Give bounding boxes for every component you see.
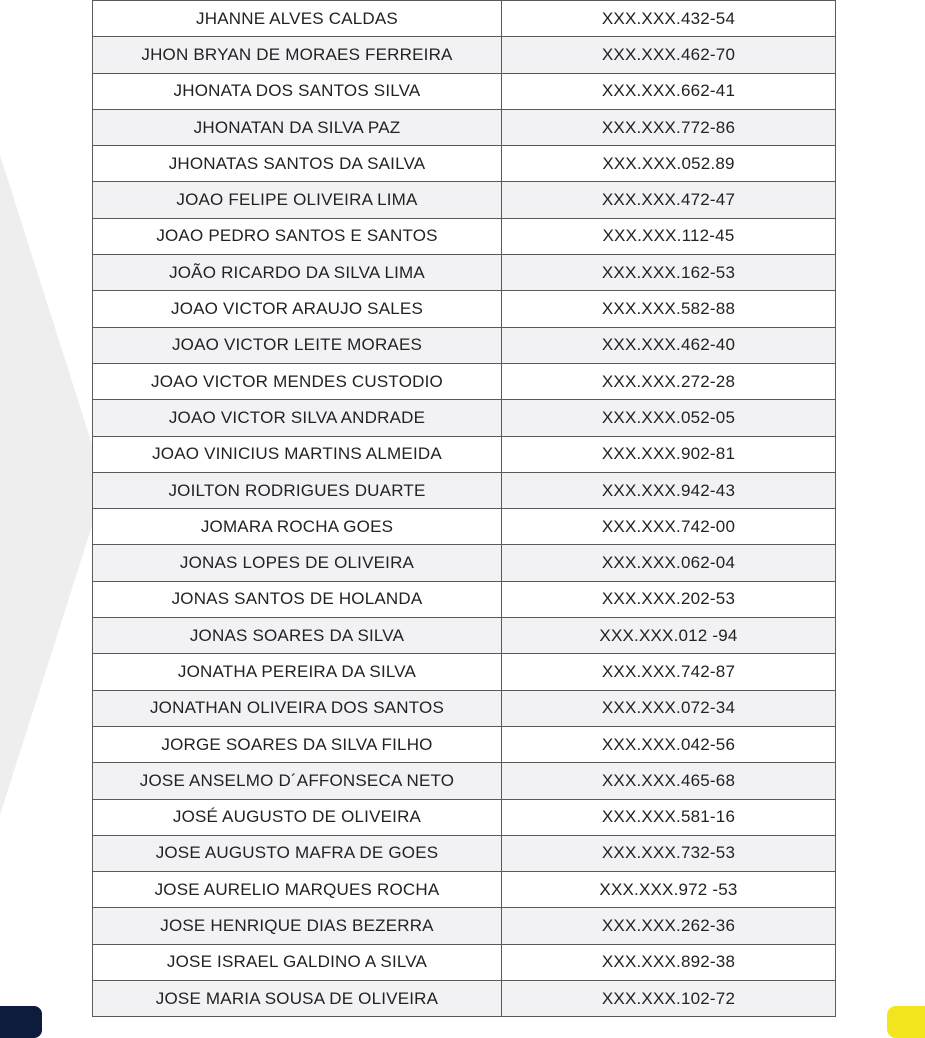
name-list-table	[92, 0, 836, 1017]
table-row	[93, 835, 836, 871]
table-row	[93, 182, 836, 218]
cpf-cell: XXX.XXX.112-45	[502, 218, 836, 254]
name-cell: JHON BRYAN DE MORAES FERREIRA	[93, 37, 502, 73]
table-row	[93, 618, 836, 654]
cpf-cell: XXX.XXX.742-87	[502, 654, 836, 690]
table-row	[93, 218, 836, 254]
table-row	[93, 654, 836, 690]
cpf-cell: XXX.XXX.772-86	[502, 109, 836, 145]
name-cell: JHANNE ALVES CALDAS	[93, 1, 502, 37]
cpf-cell: XXX.XXX.042-56	[502, 726, 836, 762]
cpf-cell: XXX.XXX.662-41	[502, 73, 836, 109]
name-cell: JOÃO RICARDO DA SILVA LIMA	[93, 255, 502, 291]
name-cell: JOSE ANSELMO D´AFFONSECA NETO	[93, 763, 502, 799]
table-row	[93, 255, 836, 291]
table-row	[93, 146, 836, 182]
table-row	[93, 799, 836, 835]
name-cell: JOSE AUGUSTO MAFRA DE GOES	[93, 835, 502, 871]
corner-accent-navy	[0, 1006, 42, 1038]
name-cell: JHONATAN DA SILVA PAZ	[93, 109, 502, 145]
corner-accent-yellow	[887, 1006, 925, 1038]
table-row	[93, 436, 836, 472]
table-row	[93, 944, 836, 980]
table-row	[93, 472, 836, 508]
table-row	[93, 981, 836, 1017]
name-cell: JONAS SOARES DA SILVA	[93, 618, 502, 654]
name-cell: JOSE ISRAEL GALDINO A SILVA	[93, 944, 502, 980]
cpf-cell: XXX.XXX.272-28	[502, 363, 836, 399]
name-cell: JOAO VICTOR MENDES CUSTODIO	[93, 363, 502, 399]
cpf-cell: XXX.XXX.582-88	[502, 291, 836, 327]
cpf-cell: XXX.XXX.202-53	[502, 581, 836, 617]
name-cell: JONATHAN OLIVEIRA DOS SANTOS	[93, 690, 502, 726]
table-row	[93, 509, 836, 545]
name-cell: JORGE SOARES DA SILVA FILHO	[93, 726, 502, 762]
table-row	[93, 763, 836, 799]
name-cell: JOAO PEDRO SANTOS E SANTOS	[93, 218, 502, 254]
name-cell: JOAO FELIPE OLIVEIRA LIMA	[93, 182, 502, 218]
name-cell: JOSE HENRIQUE DIAS BEZERRA	[93, 908, 502, 944]
cpf-cell: XXX.XXX.062-04	[502, 545, 836, 581]
table-row	[93, 73, 836, 109]
table-row	[93, 1, 836, 37]
name-cell: JOSE AURELIO MARQUES ROCHA	[93, 872, 502, 908]
cpf-cell: XXX.XXX.972 -53	[502, 872, 836, 908]
table-row	[93, 581, 836, 617]
cpf-cell: XXX.XXX.472-47	[502, 182, 836, 218]
table-row	[93, 690, 836, 726]
name-cell: JOMARA ROCHA GOES	[93, 509, 502, 545]
cpf-cell: XXX.XXX.465-68	[502, 763, 836, 799]
table-row	[93, 291, 836, 327]
name-cell: JHONATAS SANTOS DA SAILVA	[93, 146, 502, 182]
name-cell: JHONATA DOS SANTOS SILVA	[93, 73, 502, 109]
cpf-cell: XXX.XXX.052-05	[502, 400, 836, 436]
cpf-cell: XXX.XXX.052.89	[502, 146, 836, 182]
cpf-cell: XXX.XXX.162-53	[502, 255, 836, 291]
cpf-cell: XXX.XXX.732-53	[502, 835, 836, 871]
table-body	[93, 1, 836, 1017]
cpf-cell: XXX.XXX.902-81	[502, 436, 836, 472]
table-row	[93, 109, 836, 145]
name-cell: JONAS SANTOS DE HOLANDA	[93, 581, 502, 617]
table-row	[93, 400, 836, 436]
cpf-cell: XXX.XXX.942-43	[502, 472, 836, 508]
cpf-cell: XXX.XXX.262-36	[502, 908, 836, 944]
table-row	[93, 908, 836, 944]
cpf-cell: XXX.XXX.462-70	[502, 37, 836, 73]
table-row	[93, 37, 836, 73]
cpf-cell: XXX.XXX.432-54	[502, 1, 836, 37]
background-shape	[0, 155, 105, 815]
name-cell: JOSE MARIA SOUSA DE OLIVEIRA	[93, 981, 502, 1017]
table-row	[93, 872, 836, 908]
name-cell: JOSÉ AUGUSTO DE OLIVEIRA	[93, 799, 502, 835]
cpf-cell: XXX.XXX.742-00	[502, 509, 836, 545]
name-cell: JOAO VINICIUS MARTINS ALMEIDA	[93, 436, 502, 472]
cpf-cell: XXX.XXX.892-38	[502, 944, 836, 980]
cpf-cell: XXX.XXX.072-34	[502, 690, 836, 726]
table-row	[93, 363, 836, 399]
name-cell: JOAO VICTOR SILVA ANDRADE	[93, 400, 502, 436]
table-row	[93, 327, 836, 363]
cpf-cell: XXX.XXX.012 -94	[502, 618, 836, 654]
table-row	[93, 726, 836, 762]
name-cell: JONATHA PEREIRA DA SILVA	[93, 654, 502, 690]
cpf-cell: XXX.XXX.462-40	[502, 327, 836, 363]
name-cell: JOAO VICTOR LEITE MORAES	[93, 327, 502, 363]
name-cell: JOILTON RODRIGUES DUARTE	[93, 472, 502, 508]
name-list-table-container	[92, 0, 833, 1017]
name-cell: JONAS LOPES DE OLIVEIRA	[93, 545, 502, 581]
name-cell: JOAO VICTOR ARAUJO SALES	[93, 291, 502, 327]
cpf-cell: XXX.XXX.102-72	[502, 981, 836, 1017]
cpf-cell: XXX.XXX.581-16	[502, 799, 836, 835]
table-row	[93, 545, 836, 581]
